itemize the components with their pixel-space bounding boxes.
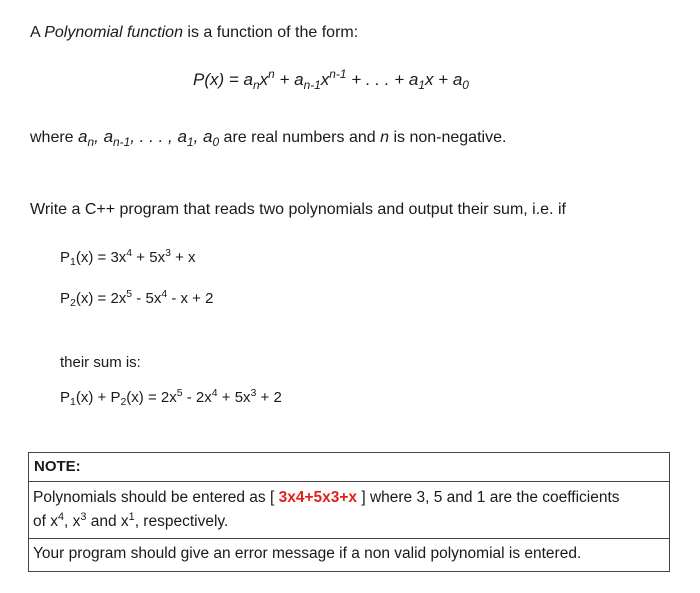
formula-sub-n: n <box>253 77 260 92</box>
p2-exp2: 4 <box>161 288 168 301</box>
where-a3: a <box>177 127 187 146</box>
intro-suffix: is a function of the form: <box>182 24 359 41</box>
where-start: where <box>30 129 79 146</box>
polynomial-formula <box>193 67 469 92</box>
intro-text <box>30 24 358 42</box>
formula-x3: x <box>424 70 434 89</box>
sum-p1: P <box>60 389 71 406</box>
note-box <box>28 452 670 572</box>
where-sub-n1: n-1 <box>113 134 131 149</box>
p1-exp1: 4 <box>126 247 133 260</box>
where-a1: a <box>78 127 88 146</box>
sum-eq: (x) = 2x <box>126 389 177 406</box>
formula-sub-0: 0 <box>462 77 469 92</box>
p1-sub: 1 <box>70 256 76 269</box>
sum-line <box>60 387 282 409</box>
formula-a: a <box>243 70 254 89</box>
note-line2-e3: 1 <box>128 511 135 524</box>
sum-t3: + 5x <box>217 389 251 406</box>
p2-rest2: - 5x <box>132 290 162 307</box>
note-line2-e1: 4 <box>57 511 65 524</box>
formula-plus: + <box>274 70 295 89</box>
note-line2-e2: 3 <box>80 511 87 524</box>
note-line1-b: ] where 3, 5 and 1 are the coefficients <box>357 489 620 506</box>
where-coeffs <box>78 127 220 149</box>
sum-t2: - 2x <box>182 389 212 406</box>
p2-rest3: - x + 2 <box>167 290 214 307</box>
sum-mid: (x) + P <box>75 389 121 406</box>
note-line2-c: and x <box>86 513 129 530</box>
formula-exp-n1: n-1 <box>329 67 347 82</box>
where-end-a: are real numbers and <box>219 129 381 146</box>
intro-prefix: A <box>30 24 45 41</box>
p2-sub: 2 <box>70 297 76 310</box>
where-line <box>30 127 506 147</box>
where-sub-0: 0 <box>212 134 220 149</box>
where-sub-n: n <box>87 134 95 149</box>
note-heading: NOTE: <box>29 453 669 482</box>
formula-plus2: + <box>433 70 453 89</box>
formula-lhs: P(x) = <box>193 70 244 89</box>
note-line2-b: , x <box>64 513 81 530</box>
formula-x: x <box>259 70 269 89</box>
p2-line <box>60 288 214 310</box>
formula-a3: a <box>408 70 419 89</box>
where-sub-1: 1 <box>186 134 194 149</box>
note-line-2 <box>29 513 669 538</box>
note-line2-d: , respectively. <box>134 513 229 530</box>
note-example: 3x4+5x3+x <box>278 489 358 506</box>
formula-ellipsis: + . . . + <box>346 70 409 89</box>
p2-label: P <box>60 290 71 307</box>
sum-e2: 4 <box>211 387 218 400</box>
where-end-b: is non-negative. <box>389 129 507 146</box>
task-text: Write a C++ program that reads two polynomials and output their sum, i.e. if <box>30 201 566 218</box>
sum-s1: 1 <box>70 396 76 409</box>
where-comma2: , <box>193 127 204 146</box>
note-line-3: Your program should give an error message if a non valid polynomial is entered. <box>29 538 669 563</box>
formula-a4: a <box>452 70 463 89</box>
formula-exp-n: n <box>268 67 275 82</box>
p1-rest1: (x) = 3x <box>75 249 127 266</box>
p1-label: P <box>60 249 71 266</box>
intro-term: Polynomial function <box>44 24 183 41</box>
sum-e3: 3 <box>250 387 257 400</box>
formula-sub-n1: n-1 <box>303 77 321 92</box>
formula-a2: a <box>294 70 304 89</box>
note-line2-a: of x <box>33 513 58 530</box>
formula-sub-1: 1 <box>418 77 425 92</box>
where-end-n: n <box>380 129 389 146</box>
where-comma1: , <box>94 127 104 146</box>
note-line-1 <box>29 482 669 513</box>
formula-x2: x <box>320 70 330 89</box>
sum-s2: 2 <box>120 396 127 409</box>
where-dots: , . . . , <box>130 127 178 146</box>
sum-label: their sum is: <box>60 354 141 371</box>
p1-rest3: + x <box>170 249 196 266</box>
sum-e1: 5 <box>176 387 183 400</box>
p1-line <box>60 247 196 269</box>
p1-rest2: + 5x <box>132 249 166 266</box>
note-line1-a: Polynomials should be entered as [ <box>33 489 279 506</box>
p1-exp2: 3 <box>165 247 171 260</box>
p2-rest1: (x) = 2x <box>75 290 127 307</box>
where-a4: a <box>203 127 213 146</box>
sum-t4: + 2 <box>256 389 282 406</box>
where-a2: a <box>103 127 114 146</box>
p2-exp1: 5 <box>126 288 133 301</box>
